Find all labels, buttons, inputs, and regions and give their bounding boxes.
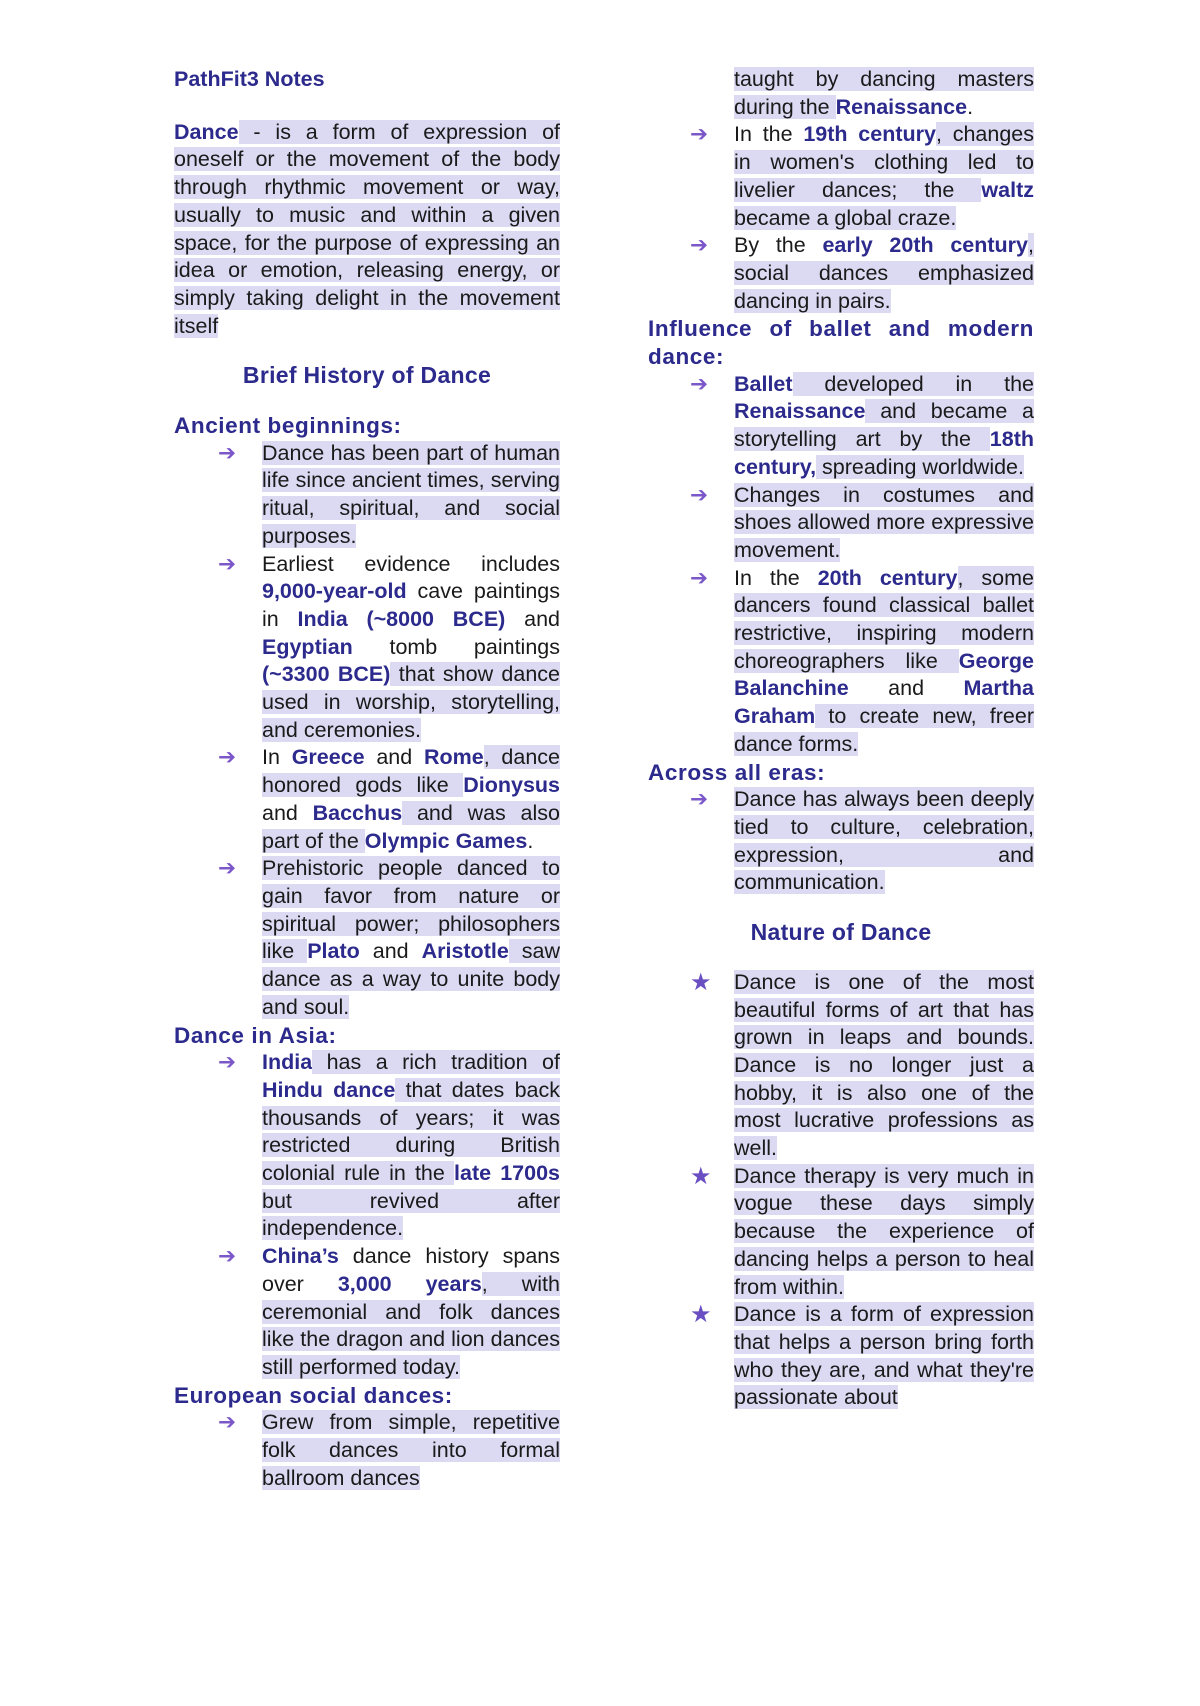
star-icon: ★ — [690, 1162, 712, 1190]
list-item: ➔ In Greece and Rome, dance honored gods like Dionysus and Bacchus and was also part of the Olympic Games. — [218, 745, 560, 853]
list-item: ➔ Earliest evidence includes 9,000-year-old cave paintings in India (~8000 BCE) and Egyptian tomb paintings (~3300 BCE) that show dance used in worship, storytelling, and ceremonies. — [218, 551, 560, 742]
list-item: ➔ China’s dance history spans over 3,000 years, with ceremonial and folk dances like the dragon and lion dances still performed today. — [218, 1244, 560, 1379]
dance-in-asia-heading: Dance in Asia: — [174, 1022, 337, 1048]
across-all-eras-heading: Across all eras: — [648, 759, 826, 785]
list-item: ★ Dance is one of the most beautiful forms of art that has grown in leaps and bounds. Dance is no longer just a hobby, it is also one of the most lucrative professions as well. — [690, 968, 1034, 1161]
arrow-icon: ➔ — [690, 482, 709, 507]
nature-of-dance-heading: Nature of Dance — [750, 919, 932, 946]
brief-history-heading: Brief History of Dance — [242, 362, 492, 389]
list-item: ➔ By the early 20th century, social dances emphasized dancing in pairs. — [690, 233, 1034, 313]
list-item: ➔ In the 20th century, some dancers found classical ballet restrictive, inspiring modern choreographers like George Balanchine and Martha Graham to create new, freer dance forms. — [690, 565, 1034, 756]
dance-definition — [174, 119, 560, 341]
arrow-icon: ➔ — [218, 1050, 237, 1075]
list-item: ➔ Dance has been part of human life since ancient times, serving ritual, spiritual, and social purposes. — [218, 440, 560, 548]
list-item: ➔ Ballet developed in the Renaissance and became a storytelling art by the 18th century, spreading worldwide. — [690, 371, 1034, 479]
ancient-beginnings-heading: Ancient beginnings: — [174, 413, 402, 439]
arrow-icon: ➔ — [218, 1244, 237, 1269]
definition-term: Dance — [174, 119, 239, 144]
right-column — [648, 66, 1034, 1412]
ballet-modern-heading: Influence of ballet and modern dance: — [648, 316, 1034, 370]
page-title: PathFit3 Notes — [174, 67, 325, 91]
star-icon: ★ — [690, 968, 712, 996]
left-column — [174, 66, 560, 1492]
list-item: ➔ Changes in costumes and shoes allowed more expressive movement. — [690, 482, 1034, 562]
list-item: ➔ India has a rich tradition of Hindu dance that dates back thousands of years; it was restricted during British colonial rule in the late 1700s but revived after independence. — [218, 1050, 561, 1241]
list-item: ★ Dance therapy is very much in vogue these days simply because the experience of dancing helps a person to heal from within. — [690, 1162, 1034, 1299]
arrow-icon: ➔ — [218, 551, 237, 576]
list-item: ➔ In the 19th century, changes in women's clothing led to livelier dances; the waltz became a global craze. — [690, 122, 1035, 230]
arrow-icon: ➔ — [218, 856, 237, 881]
arrow-icon: ➔ — [690, 122, 709, 147]
arrow-icon: ➔ — [218, 440, 237, 465]
arrow-icon: ➔ — [690, 371, 709, 396]
dance-in-asia-list — [174, 1049, 560, 1381]
arrow-icon: ➔ — [218, 1410, 237, 1435]
european-social-dances-list — [174, 1409, 560, 1492]
arrow-icon: ➔ — [690, 233, 709, 258]
definition-text: - is a form of expression of oneself or the movement of the body through rhythmic movement or way, usually to music and within a given space, for the purpose of expressing an idea or emotion, releasing energy, or simply taking delight in the movement itself — [174, 119, 560, 338]
ancient-beginnings-list — [174, 440, 560, 1022]
list-item: ★ Dance is a form of expression that helps a person bring forth who they are, and what they're passionate about — [690, 1301, 1034, 1410]
arrow-icon: ➔ — [218, 745, 237, 770]
arrow-icon: ➔ — [690, 565, 709, 590]
european-social-dances-heading: European social dances: — [174, 1382, 453, 1408]
star-icon: ★ — [690, 1301, 712, 1329]
european-social-dances-continued — [648, 66, 1034, 315]
list-item: ➔ Dance has always been deeply tied to culture, celebration, expression, and communication. — [690, 787, 1034, 895]
list-item: ➔ Grew from simple, repetitive folk dances into formal ballroom dances — [218, 1410, 560, 1490]
list-item: ➔ Prehistoric people danced to gain favor from nature or spiritual power; philosophers like Plato and Aristotle saw dance as a way to unite body and soul. — [218, 856, 560, 1019]
arrow-icon: ➔ — [690, 787, 709, 812]
list-item: taught by dancing masters during the Renaissance. — [734, 67, 1034, 119]
ballet-modern-list — [648, 371, 1034, 759]
nature-of-dance-list — [648, 969, 1034, 1412]
across-all-eras-list — [648, 786, 1034, 897]
